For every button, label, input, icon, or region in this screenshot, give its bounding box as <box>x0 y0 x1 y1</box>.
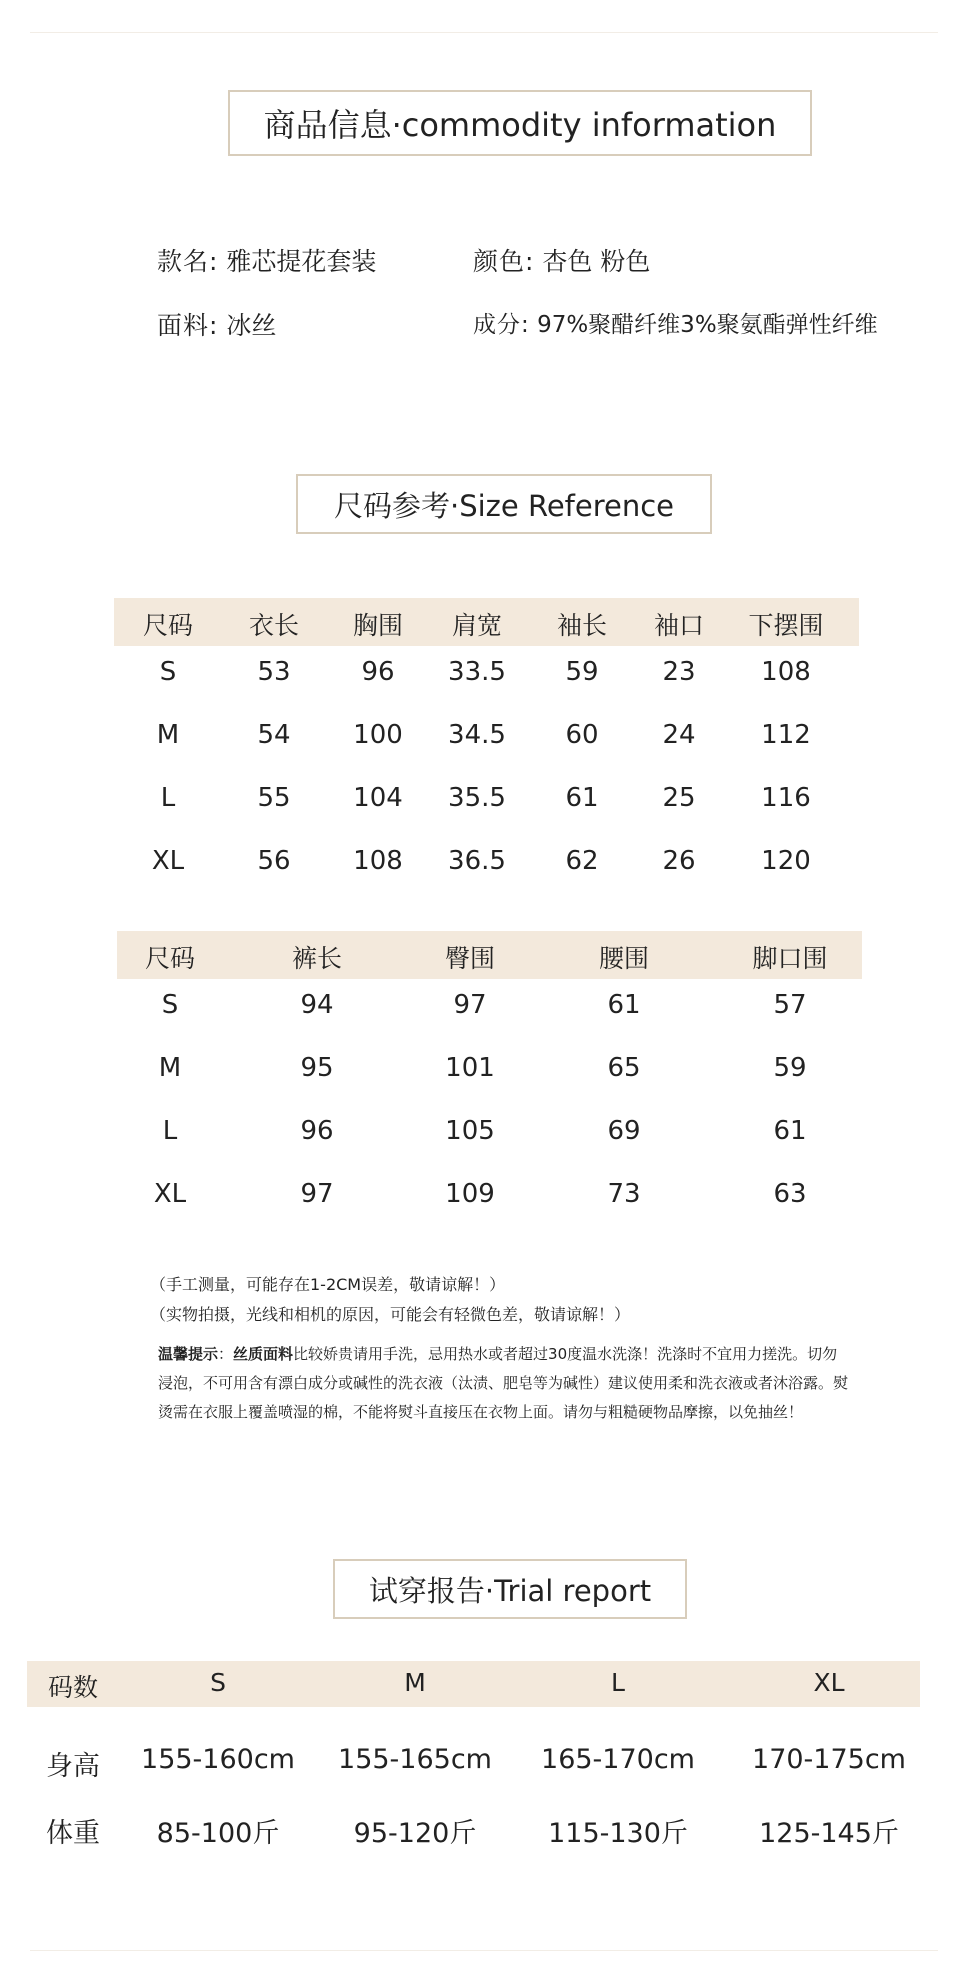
pants-table-cell: 94 <box>300 990 334 1020</box>
pants-table-header-cell: 臀围 <box>444 944 496 973</box>
top-table-header-cell: 胸围 <box>352 611 404 640</box>
color-label: 颜色: <box>473 247 535 276</box>
pants-table-header-cell: 裤长 <box>291 944 343 973</box>
top-table-header-cell: 下摆围 <box>748 611 824 640</box>
trial-table-cell: 身高 <box>46 1751 100 1782</box>
top-table-header-cell: 袖口 <box>653 611 705 640</box>
composition-label: 成分: <box>473 312 530 338</box>
measurement-notes <box>150 1270 850 1330</box>
top-table-cell: 33.5 <box>448 657 506 687</box>
commodity-title-text: 商品信息·commodity information <box>263 106 777 144</box>
pants-table-cell: S <box>161 990 179 1020</box>
top-table-cell: 116 <box>761 783 811 813</box>
trial-table-cell: 155-160cm <box>141 1744 295 1775</box>
tips-fabric: 丝质面料 <box>233 1345 294 1363</box>
top-table-cell: 55 <box>257 783 291 813</box>
fabric-label: 面料: <box>157 311 219 340</box>
top-table-cell: 120 <box>761 846 811 876</box>
trial-table-cell: 170-175cm <box>752 1744 906 1775</box>
trial-table-header-cell: 码数 <box>47 1673 99 1702</box>
top-table-cell: 53 <box>257 657 291 687</box>
fabric-row <box>157 306 276 342</box>
top-table-header-cell: 袖长 <box>556 611 608 640</box>
top-table-cell: XL <box>151 846 185 876</box>
note-line-1: （手工测量，可能存在1-2CM误差，敬请谅解！） <box>150 1275 506 1294</box>
tips-body: 比较娇贵请用手洗，忌用热水或者超过30度温水洗涤！洗涤时不宜用力搓洗。切勿浸泡，不可用含有漂白成分或碱性的洗衣液（汰渍、肥皂等为碱性）建议使用柔和洗衣液或者沐浴露。熨烫需在衣服上覆盖喷湿的棉，不能将熨斗直接压在衣物上面。请勿与粗糙硬物品摩擦，以免抽丝！ <box>158 1345 849 1421</box>
bottom-divider <box>30 1950 938 1951</box>
size-title-text: 尺码参考·Size Reference <box>334 488 674 523</box>
pants-table-cell: 63 <box>773 1179 807 1209</box>
trial-table-cell: 155-165cm <box>338 1744 492 1775</box>
color-value: 杏色 粉色 <box>542 247 651 276</box>
top-table-cell: S <box>159 657 177 687</box>
style-value: 雅芯提花套装 <box>226 247 377 276</box>
pants-table-cell: XL <box>153 1179 187 1209</box>
top-table-header-cell: 尺码 <box>142 611 194 640</box>
style-label: 款名: <box>157 247 219 276</box>
top-table-cell: 108 <box>353 846 403 876</box>
top-table-cell: 35.5 <box>448 783 506 813</box>
top-table-cell: 25 <box>662 783 696 813</box>
pants-table-cell: M <box>158 1053 182 1083</box>
tips-label: 温馨提示 <box>158 1345 219 1363</box>
trial-section-title <box>333 1559 687 1619</box>
trial-table-header-cell: L <box>611 1668 625 1697</box>
pants-table-header-cell: 尺码 <box>144 944 196 973</box>
pants-table-cell: 105 <box>445 1116 495 1146</box>
pants-table-cell: 57 <box>773 990 807 1020</box>
pants-table-cell: 96 <box>300 1116 334 1146</box>
top-table-cell: 61 <box>565 783 599 813</box>
top-table-cell: 112 <box>761 720 811 750</box>
pants-table-cell: 73 <box>607 1179 641 1209</box>
top-table-cell: 59 <box>565 657 599 687</box>
pants-table-header-cell: 腰围 <box>598 944 650 973</box>
size-section-title <box>296 474 712 534</box>
trial-table-header-cell: S <box>210 1668 226 1697</box>
trial-table-cell: 85-100斤 <box>156 1818 280 1849</box>
composition-row <box>473 306 878 339</box>
pants-table-cell: 59 <box>773 1053 807 1083</box>
commodity-section-title <box>228 90 812 156</box>
top-table-cell: 24 <box>662 720 696 750</box>
top-table-cell: 54 <box>257 720 291 750</box>
top-table-cell: 56 <box>257 846 291 876</box>
fabric-value: 冰丝 <box>226 311 277 340</box>
top-table-header-cell: 肩宽 <box>451 611 503 640</box>
top-divider <box>30 32 938 33</box>
top-table-cell: 108 <box>761 657 811 687</box>
trial-table-header-cell: XL <box>813 1668 845 1697</box>
pants-table-cell: 101 <box>445 1053 495 1083</box>
top-table-cell: 96 <box>361 657 395 687</box>
pants-table-cell: 95 <box>300 1053 334 1083</box>
trial-table-cell: 体重 <box>46 1818 100 1849</box>
top-table-cell: 100 <box>353 720 403 750</box>
top-table-header-cell: 衣长 <box>248 611 300 640</box>
trial-title-text: 试穿报告·Trial report <box>368 1573 652 1608</box>
top-table-cell: M <box>156 720 180 750</box>
composition-value: 97%聚醋纤维3%聚氨酯弹性纤维 <box>537 312 878 338</box>
style-name-row <box>157 242 376 278</box>
pants-table-header-cell: 脚口围 <box>752 944 828 973</box>
pants-table-cell: 61 <box>607 990 641 1020</box>
top-table-cell: L <box>160 783 176 813</box>
color-row <box>473 242 650 278</box>
top-table-cell: 23 <box>662 657 696 687</box>
pants-table-cell: 97 <box>300 1179 334 1209</box>
note-line-2: （实物拍摄，光线和相机的原因，可能会有轻微色差，敬请谅解！） <box>150 1305 631 1324</box>
trial-table-header-bg <box>27 1661 920 1707</box>
top-table-cell: 60 <box>565 720 599 750</box>
pants-table-cell: 61 <box>773 1116 807 1146</box>
pants-table-cell: 109 <box>445 1179 495 1209</box>
trial-table-header-cell: M <box>404 1668 426 1697</box>
pants-table-cell: 97 <box>453 990 487 1020</box>
pants-table-cell: 65 <box>607 1053 641 1083</box>
top-table-cell: 104 <box>353 783 403 813</box>
trial-table-cell: 125-145斤 <box>759 1818 899 1849</box>
top-table-cell: 62 <box>565 846 599 876</box>
pants-table-cell: L <box>162 1116 178 1146</box>
top-table-cell: 34.5 <box>448 720 506 750</box>
care-tips <box>158 1340 848 1427</box>
trial-table-cell: 165-170cm <box>541 1744 695 1775</box>
tips-sep: ： <box>218 1345 234 1363</box>
trial-table-cell: 95-120斤 <box>353 1818 477 1849</box>
pants-table-cell: 69 <box>607 1116 641 1146</box>
trial-table-cell: 115-130斤 <box>548 1818 688 1849</box>
top-table-cell: 36.5 <box>448 846 506 876</box>
top-table-cell: 26 <box>662 846 696 876</box>
